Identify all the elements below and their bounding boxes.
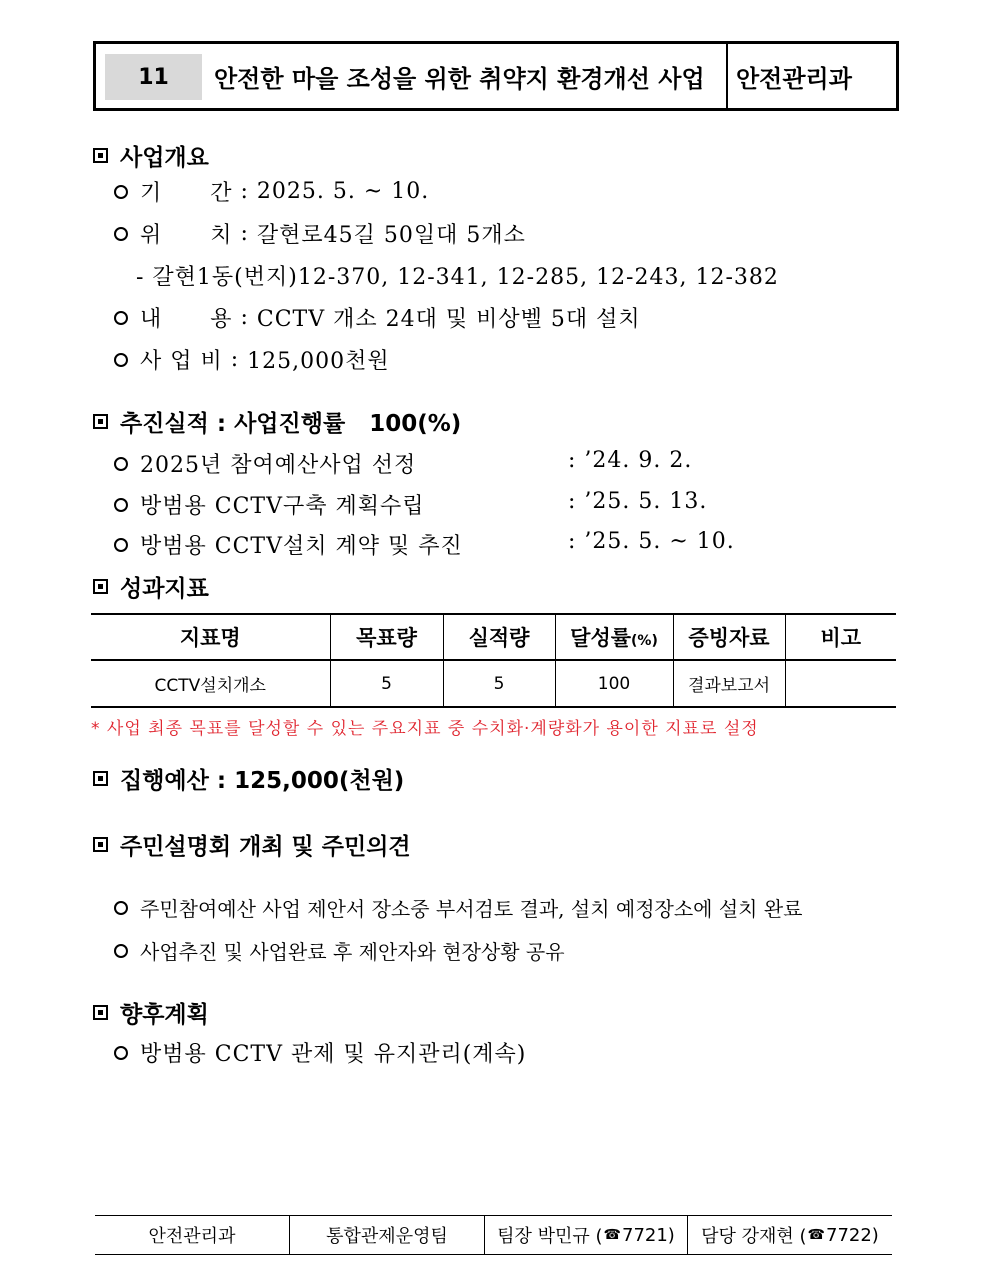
section-kpi	[93, 570, 209, 603]
section-heading: 성과지표	[120, 576, 209, 602]
contact-footer	[95, 1215, 892, 1255]
square-bullet-icon	[93, 837, 108, 852]
section-heading: 추진실적 : 사업진행률 100(%)	[120, 411, 462, 437]
progress-item	[114, 448, 416, 479]
col-header-evidence: 증빙자료	[673, 614, 785, 660]
circle-bullet-icon	[114, 227, 128, 241]
cell-name: CCTV설치개소	[91, 660, 330, 707]
meeting-item	[114, 893, 803, 922]
col-header-note: 비고	[785, 614, 896, 660]
circle-bullet-icon	[114, 353, 128, 367]
circle-bullet-icon	[114, 944, 128, 958]
meeting-item	[114, 936, 565, 965]
progress-item	[114, 529, 463, 560]
plan-item	[114, 1037, 526, 1068]
cell-evidence: 결과보고서	[673, 660, 785, 707]
section-heading: 주민설명회 개최 및 주민의견	[120, 834, 411, 860]
overview-location: 위 치 : 갈현로45길 50일대 5개소	[114, 218, 526, 249]
section-heading: 집행예산 : 125,000(천원)	[120, 768, 405, 794]
section-plan	[93, 996, 209, 1029]
footer-team-leader: 팀장 박민규 ( ☎ 7721)	[485, 1216, 688, 1254]
period-label: 기 간	[140, 181, 233, 206]
budget-value: 125,000천원	[247, 349, 390, 374]
plan-text: 방범용 CCTV 관제 및 유지관리(계속)	[140, 1042, 527, 1067]
overview-budget: 사 업 비 : 125,000천원	[114, 344, 390, 375]
cell-note	[785, 660, 896, 707]
progress-date: : ’24. 9. 2.	[568, 448, 693, 473]
progress-text: 방범용 CCTV구축 계획수립	[140, 494, 425, 519]
rate-unit: (%)	[631, 633, 658, 649]
title-divider	[726, 44, 728, 108]
phone-icon: ☎	[603, 1227, 621, 1243]
meeting-text: 주민참여예산 사업 제안서 장소중 부서검토 결과, 설치 예정장소에 설치 완료	[140, 897, 803, 921]
section-heading: 향후계획	[120, 1002, 209, 1028]
section-progress	[93, 405, 461, 438]
kpi-footnote: * 사업 최종 목표를 달성할 수 있는 주요지표 중 수치화·계량화가 용이한 지표로 설정	[91, 719, 759, 739]
project-title: 안전한 마을 조성을 위한 취약지 환경개선 사업	[214, 64, 705, 93]
cell-rate: 100	[555, 660, 673, 707]
circle-bullet-icon	[114, 1046, 128, 1060]
location-label: 위 치	[140, 223, 233, 248]
circle-bullet-icon	[114, 457, 128, 471]
square-bullet-icon	[93, 1005, 108, 1020]
phone-icon: ☎	[807, 1227, 825, 1243]
department-name: 안전관리과	[736, 64, 852, 93]
table-row	[91, 660, 896, 707]
footer-department: 안전관리과	[95, 1216, 290, 1254]
circle-bullet-icon	[114, 311, 128, 325]
overview-period: 기 간 : 2025. 5. ~ 10.	[114, 176, 429, 207]
section-execution	[93, 762, 404, 795]
budget-label: 사 업 비	[140, 349, 223, 374]
progress-text: 방범용 CCTV설치 계약 및 추진	[140, 534, 463, 559]
title-box	[93, 41, 899, 111]
section-overview	[93, 139, 209, 172]
progress-text: 2025년 참여예산사업 선정	[140, 453, 417, 478]
progress-date: : ’25. 5. ~ 10.	[568, 529, 735, 554]
circle-bullet-icon	[114, 901, 128, 915]
cell-target: 5	[330, 660, 443, 707]
kpi-table	[91, 613, 896, 708]
period-value: 2025. 5. ~ 10.	[256, 179, 430, 204]
square-bullet-icon	[93, 771, 108, 786]
location-value: 갈현로45길 50일대 5개소	[256, 223, 526, 248]
location-detail: - 갈현1동(번지)12-370, 12-341, 12-285, 12-243, 12-382	[136, 265, 779, 290]
overview-content: 내 용 : CCTV 개소 24대 및 비상벨 5대 설치	[114, 302, 641, 333]
content-label: 내 용	[140, 307, 233, 332]
col-header-rate: 달성률(%)	[555, 614, 673, 660]
col-header-actual: 실적량	[443, 614, 555, 660]
circle-bullet-icon	[114, 185, 128, 199]
col-header-target: 목표량	[330, 614, 443, 660]
circle-bullet-icon	[114, 538, 128, 552]
footer-team: 통합관제운영팀	[290, 1216, 485, 1254]
progress-date: : ’25. 5. 13.	[568, 489, 708, 514]
col-header-name: 지표명	[91, 614, 330, 660]
progress-item	[114, 489, 424, 520]
square-bullet-icon	[93, 148, 108, 163]
circle-bullet-icon	[114, 498, 128, 512]
footer-staff: 담당 강재현 ( ☎ 7722)	[701, 1224, 879, 1247]
meeting-text: 사업추진 및 사업완료 후 제안자와 현장상황 공유	[140, 940, 565, 964]
square-bullet-icon	[93, 579, 108, 594]
square-bullet-icon	[93, 414, 108, 429]
table-header-row	[91, 614, 896, 660]
section-meeting	[93, 828, 411, 861]
cell-actual: 5	[443, 660, 555, 707]
section-heading: 사업개요	[120, 145, 209, 171]
content-value: CCTV 개소 24대 및 비상벨 5대 설치	[256, 307, 641, 332]
item-number: 11	[105, 54, 202, 100]
